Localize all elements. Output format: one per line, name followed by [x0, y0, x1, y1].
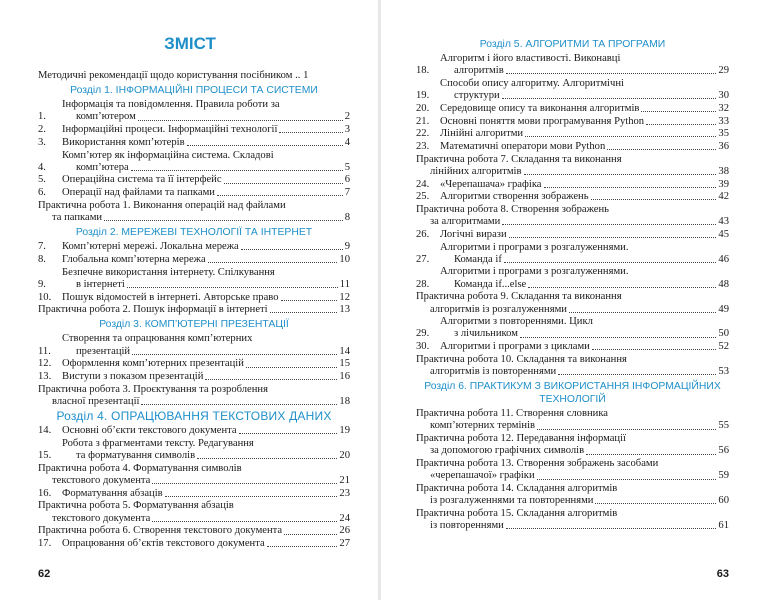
toc-entry[interactable] — [38, 99, 350, 123]
dot-leader — [504, 262, 717, 263]
entry-title-line: Пошук відомостей в інтернеті. Авторське право — [62, 291, 279, 303]
toc-entry[interactable] — [416, 354, 729, 378]
dot-leader — [595, 503, 716, 504]
dot-leader — [544, 187, 717, 188]
toc-entry[interactable] — [38, 425, 350, 437]
dot-leader — [239, 433, 338, 434]
entry-title-line: Математичні оператори мови Python — [440, 140, 606, 152]
entry-title-line: Безпечне використання інтернету. Спілкування — [62, 266, 275, 278]
page-ref: 59 — [718, 470, 729, 482]
entry-title-line: Практична робота 10. Складання та виконання — [416, 353, 627, 365]
toc-entry[interactable] — [416, 242, 729, 266]
entry-title-line: Практична робота 8. Створення зображень — [416, 203, 609, 215]
dot-leader: .. — [292, 70, 304, 81]
dot-leader — [502, 98, 717, 99]
entry-number: 8. — [38, 253, 46, 265]
dot-leader — [641, 111, 716, 112]
toc-entry[interactable] — [416, 128, 729, 140]
entry-title-line: текстового документа — [52, 512, 151, 524]
page-number-right: 63 — [716, 568, 729, 580]
dot-leader — [525, 136, 716, 137]
entry-number: 27. — [416, 253, 430, 265]
entry-title-line: Створення та опрацювання комп’ютерних — [62, 333, 253, 345]
page-ref: 15 — [339, 358, 350, 370]
entry-title-line: Команда if — [454, 253, 502, 265]
section-heading: Розділ 1. ІНФОРМАЦІЙНІ ПРОЦЕСИ ТА СИСТЕМИ — [70, 85, 318, 97]
dot-leader — [205, 379, 337, 380]
dot-leader — [141, 404, 337, 405]
entry-title-line: Практична робота 12. Передавання інформації — [416, 433, 626, 445]
page-ref: 18 — [339, 395, 350, 407]
page-ref: 35 — [718, 128, 729, 140]
entry-title-line: із повтореннями — [430, 520, 504, 532]
toc-title: ЗМІСТ — [164, 34, 216, 53]
page-ref: 61 — [718, 520, 729, 532]
page-ref: 49 — [718, 303, 729, 315]
entry-number: 17. — [38, 538, 52, 549]
entry-title-line: Операційна система та її інтерфейс — [62, 174, 222, 186]
entry-number: 11. — [38, 345, 51, 357]
entry-title-line: за допомогою графічних символів — [430, 445, 585, 457]
page-ref: 10 — [339, 253, 350, 265]
entry-title-line: Практична робота 11. Створення словника — [416, 408, 609, 420]
dot-leader — [586, 454, 716, 455]
toc-entry[interactable] — [38, 150, 350, 174]
entry-number: 6. — [38, 187, 46, 199]
dot-leader — [246, 367, 338, 368]
entry-title-line: Практична робота 15. Складання алгоритмів — [416, 507, 618, 519]
page-ref: 2 — [344, 111, 350, 123]
entry-title-line: Виступи з показом презентацій — [62, 371, 204, 383]
toc-entry[interactable] — [416, 141, 729, 153]
entry-title-line: Основні поняття мови програмування Python — [440, 115, 645, 127]
dot-leader — [528, 287, 716, 288]
toc-entry[interactable] — [416, 316, 729, 340]
toc-entry[interactable] — [38, 488, 350, 500]
toc-entry[interactable] — [38, 358, 350, 370]
page-ref: 36 — [718, 140, 729, 152]
toc-entry[interactable] — [416, 433, 729, 457]
entry-title-line: Алгоритми створення зображень — [440, 191, 589, 203]
entry-title-line: комп’ютером — [76, 111, 136, 123]
entry-number: 23. — [416, 140, 430, 152]
toc-entry[interactable] — [416, 191, 729, 203]
entry-number: 24. — [416, 178, 430, 190]
toc-entry[interactable] — [416, 508, 729, 532]
entry-title-line: Основні об’єкти текстового документа — [62, 425, 237, 437]
entry-number: 16. — [38, 487, 52, 499]
toc-entry[interactable] — [416, 483, 729, 507]
entry-number: 5. — [38, 174, 46, 186]
entry-number: 20. — [416, 102, 430, 114]
entry-title-line: Операції над файлами та папками — [62, 187, 215, 199]
entry-title-line: Інформація та повідомлення. Правила роботи за — [62, 99, 280, 111]
entry-title-line: Алгоритми і програми з циклами — [440, 341, 590, 353]
page-ref: 14 — [339, 345, 350, 357]
page-ref: 6 — [344, 174, 350, 186]
page-ref: 21 — [339, 474, 350, 486]
entry-number: 10. — [38, 291, 52, 303]
entry-title-line: Практична робота 9. Складання та виконання — [416, 291, 622, 303]
dot-leader — [607, 149, 716, 150]
page-ref: 32 — [718, 102, 729, 114]
page-ref: 23 — [339, 487, 350, 499]
dot-leader — [284, 534, 337, 535]
toc-entry[interactable] — [416, 341, 729, 353]
toc-entry[interactable] — [416, 154, 729, 178]
section-heading: Розділ 3. КОМП’ЮТЕРНІ ПРЕЗЕНТАЦІЇ — [99, 319, 289, 331]
entry-title-line: в інтернеті — [76, 278, 125, 290]
dot-leader — [592, 349, 717, 350]
dot-leader — [506, 73, 717, 74]
dot-leader — [537, 429, 716, 430]
toc-entry[interactable] — [38, 137, 350, 149]
entry-title-line: «Черепашача» графіка — [440, 178, 542, 190]
dot-leader — [224, 183, 343, 184]
entry-title-line: комп’ютера — [76, 161, 129, 173]
entry-number: 7. — [38, 241, 46, 253]
toc-entry[interactable] — [416, 103, 729, 115]
entry-title-line: Практична робота 1. Виконання операцій над файлами — [38, 199, 286, 211]
page-ref: 11 — [339, 278, 350, 290]
entry-title-line: та форматування символів — [76, 450, 196, 462]
page-ref: 3 — [344, 124, 350, 136]
page-ref: 50 — [718, 328, 729, 340]
page-ref: 55 — [718, 420, 729, 432]
dot-leader — [281, 300, 338, 301]
page-ref: 27 — [339, 538, 350, 549]
page-ref: 42 — [718, 191, 729, 203]
dot-leader — [131, 170, 343, 171]
entry-title-line: лінійних алгоритмів — [430, 165, 522, 177]
entry-title-line: текстового документа — [52, 474, 151, 486]
entry-title-line: «черепашачої» графіки — [430, 470, 535, 482]
dot-leader — [208, 262, 338, 263]
entry-title-line: Середовище опису та виконання алгоритмів — [440, 102, 640, 114]
dot-leader — [187, 145, 343, 146]
dot-leader — [132, 354, 337, 355]
entry-number: 1. — [38, 111, 46, 123]
entry-title-line: з лічильником — [454, 328, 518, 340]
page-ref: 12 — [339, 291, 350, 303]
left-toc-list — [38, 70, 350, 551]
toc-entry[interactable] — [38, 254, 350, 266]
entry-title-line: структури — [454, 90, 500, 102]
toc-entry[interactable] — [38, 463, 350, 487]
dot-leader — [197, 458, 337, 459]
toc-entry[interactable] — [38, 304, 350, 316]
toc-entry[interactable] — [38, 525, 350, 537]
entry-number: 29. — [416, 328, 430, 340]
right-page — [381, 0, 761, 600]
toc-entry[interactable] — [38, 241, 350, 253]
dot-leader — [165, 496, 338, 497]
page-ref: 9 — [344, 241, 350, 253]
entry-title-line: Практична робота 2. Пошук інформації в інтернеті — [38, 304, 268, 316]
entry-title-line: Алгоритми і програми з розгалуженнями. — [440, 266, 629, 278]
entry-title-line: Форматування абзаців — [62, 487, 163, 499]
entry-title-line: Опрацювання об’єктів текстового документа — [62, 538, 265, 549]
toc-entry[interactable] — [416, 116, 729, 128]
page-ref: 1 — [303, 70, 309, 81]
entry-number: 2. — [38, 124, 46, 136]
left-page — [0, 0, 380, 600]
toc-entry[interactable] — [416, 458, 729, 482]
page-ref: 20 — [339, 450, 350, 462]
dot-leader — [646, 124, 716, 125]
section-heading: Розділ 6. ПРАКТИКУМ З ВИКОРИСТАННЯ ІНФОРМАЦІЙНИХ ТЕХНОЛОГІЙ — [424, 381, 721, 406]
page-ref: 60 — [718, 495, 729, 507]
entry-number: 26. — [416, 228, 430, 240]
toc-entry[interactable] — [38, 70, 350, 82]
entry-title-line: Комп’ютер як інформаційна система. Складові — [62, 149, 274, 161]
page-ref: 8 — [344, 212, 350, 224]
entry-title-line: із розгалуженнями та повтореннями — [430, 495, 594, 507]
entry-title-line: Практична робота 4. Форматування символів — [38, 462, 242, 474]
entry-title-line: власної презентації — [52, 395, 140, 407]
page-ref: 7 — [344, 187, 350, 199]
dot-leader — [279, 132, 342, 133]
right-toc-list — [416, 36, 729, 533]
toc-entry[interactable] — [38, 267, 350, 291]
entry-title-line: за алгоритмами — [430, 216, 501, 228]
dot-leader — [569, 312, 716, 313]
entry-number: 4. — [38, 161, 46, 173]
dot-leader — [506, 528, 717, 529]
entry-title-line: Лінійні алгоритми — [440, 128, 524, 140]
toc-entry[interactable] — [38, 292, 350, 304]
toc-entry[interactable] — [38, 187, 350, 199]
dot-leader — [104, 220, 343, 221]
page-ref: 53 — [718, 366, 729, 378]
entry-number: 28. — [416, 278, 430, 290]
page-ref: 38 — [718, 165, 729, 177]
entry-title-line: та папками — [52, 212, 103, 224]
toc-entry[interactable] — [416, 408, 729, 432]
dot-leader — [270, 312, 338, 313]
dot-leader — [241, 249, 343, 250]
toc-entry[interactable] — [416, 78, 729, 102]
dot-leader — [509, 237, 717, 238]
toc-entry[interactable] — [416, 229, 729, 241]
page-ref: 13 — [339, 304, 350, 316]
toc-entry[interactable] — [38, 174, 350, 186]
section-heading: Розділ 2. МЕРЕЖЕВІ ТЕХНОЛОГІЇ ТА ІНТЕРНЕТ — [75, 227, 313, 239]
dot-leader — [591, 199, 717, 200]
entry-number: 14. — [38, 425, 52, 437]
section-heading: Розділ 4. ОПРАЦЮВАННЯ ТЕКСТОВИХ ДАНИХ — [56, 409, 332, 424]
section-heading: Розділ 5. АЛГОРИТМИ ТА ПРОГРАМИ — [479, 39, 666, 50]
dot-leader — [127, 287, 338, 288]
page-ref: 48 — [718, 278, 729, 290]
entry-number: 3. — [38, 136, 46, 148]
entry-number: 18. — [416, 65, 430, 77]
toc-entry[interactable] — [38, 500, 350, 524]
toc-entry[interactable] — [38, 333, 350, 357]
entry-number: 30. — [416, 341, 430, 353]
dot-leader — [152, 483, 337, 484]
entry-title-line: Алгоритми з повтореннями. Цикл — [440, 316, 593, 328]
entry-number: 12. — [38, 358, 52, 370]
entry-title-line: Комп’ютерні мережі. Локальна мережа — [62, 241, 239, 253]
toc-entry[interactable] — [38, 200, 350, 224]
entry-number: 13. — [38, 371, 52, 383]
toc-entry[interactable] — [38, 538, 350, 550]
dot-leader — [502, 224, 716, 225]
entry-title-line: Практична робота 13. Створення зображень засобами — [416, 458, 659, 470]
entry-title-line: Практична робота 7. Складання та виконання — [416, 153, 622, 165]
page-ref: 4 — [344, 136, 350, 148]
entry-title-line: алгоритмів із повтореннями — [430, 366, 557, 378]
dot-leader — [217, 195, 343, 196]
dot-leader — [138, 120, 343, 121]
entry-title-line: Інформаційні процеси. Інформаційні технології — [62, 124, 278, 136]
page-ref: 5 — [344, 161, 350, 173]
page-ref: 43 — [718, 216, 729, 228]
entry-number: 15. — [38, 450, 52, 462]
page-ref: 26 — [339, 525, 350, 537]
entry-title-line: алгоритмів із розгалуженнями — [430, 303, 567, 315]
page-ref: 52 — [718, 341, 729, 353]
page-ref: 39 — [718, 178, 729, 190]
page-ref: 16 — [339, 371, 350, 383]
entry-title-line: Практична робота 6. Створення текстового документа — [38, 525, 283, 537]
toc-entry[interactable] — [416, 266, 729, 290]
page-number-left: 62 — [38, 568, 51, 580]
entry-title-line: Алгоритм і його властивості. Виконавці — [440, 53, 621, 64]
dot-leader — [520, 337, 716, 338]
entry-title-line: Використання комп’ютерів — [62, 136, 185, 148]
entry-title-line: Способи опису алгоритму. Алгоритмічні — [440, 77, 624, 89]
page-ref: 24 — [339, 512, 350, 524]
page-ref: 33 — [718, 115, 729, 127]
entry-title-line: Команда if...else — [454, 278, 527, 290]
dot-leader — [524, 174, 717, 175]
page-ref: 46 — [718, 253, 729, 265]
dot-leader — [152, 521, 337, 522]
page-ref: 19 — [339, 425, 350, 437]
toc-entry[interactable] — [38, 438, 350, 462]
toc-entry[interactable] — [416, 291, 729, 315]
entry-number: 19. — [416, 90, 430, 102]
entry-title-line: Алгоритми і програми з розгалуженнями. — [440, 241, 629, 253]
entry-number: 25. — [416, 191, 430, 203]
entry-title-line: Оформлення комп’ютерних презентацій — [62, 358, 244, 370]
page-ref: 29 — [718, 65, 729, 77]
entry-title-line: Глобальна комп’ютерна мережа — [62, 253, 206, 265]
entry-title-line: Практична робота 3. Проєктування та розроблення — [38, 383, 268, 395]
toc-entry[interactable] — [38, 371, 350, 383]
toc-entry[interactable] — [416, 179, 729, 191]
dot-leader — [267, 546, 338, 547]
entry-title-line: Практична робота 5. Форматування абзаців — [38, 500, 234, 512]
entry-title-line: Робота з фрагментами тексту. Редагування — [62, 437, 254, 449]
entry-title-line: Методичні рекомендації щодо користування посібником — [38, 70, 293, 81]
entry-title-line: алгоритмів — [454, 65, 504, 77]
entry-title-line: Логічні вирази — [440, 228, 507, 240]
toc-entry[interactable] — [38, 384, 350, 408]
page-ref: 30 — [718, 90, 729, 102]
page-ref: 56 — [718, 445, 729, 457]
entry-title-line: Практична робота 14. Складання алгоритмів — [416, 483, 618, 494]
entry-number: 9. — [38, 278, 46, 290]
toc-entry[interactable] — [38, 124, 350, 136]
entry-number: 21. — [416, 115, 430, 127]
toc-entry[interactable] — [416, 53, 729, 77]
entry-title-line: презентацій — [76, 345, 131, 357]
dot-leader — [537, 479, 717, 480]
entry-title-line: комп’ютерних термінів — [430, 420, 536, 432]
dot-leader — [558, 374, 716, 375]
toc-entry[interactable] — [416, 204, 729, 228]
page-ref: 45 — [718, 228, 729, 240]
entry-number: 22. — [416, 128, 430, 140]
